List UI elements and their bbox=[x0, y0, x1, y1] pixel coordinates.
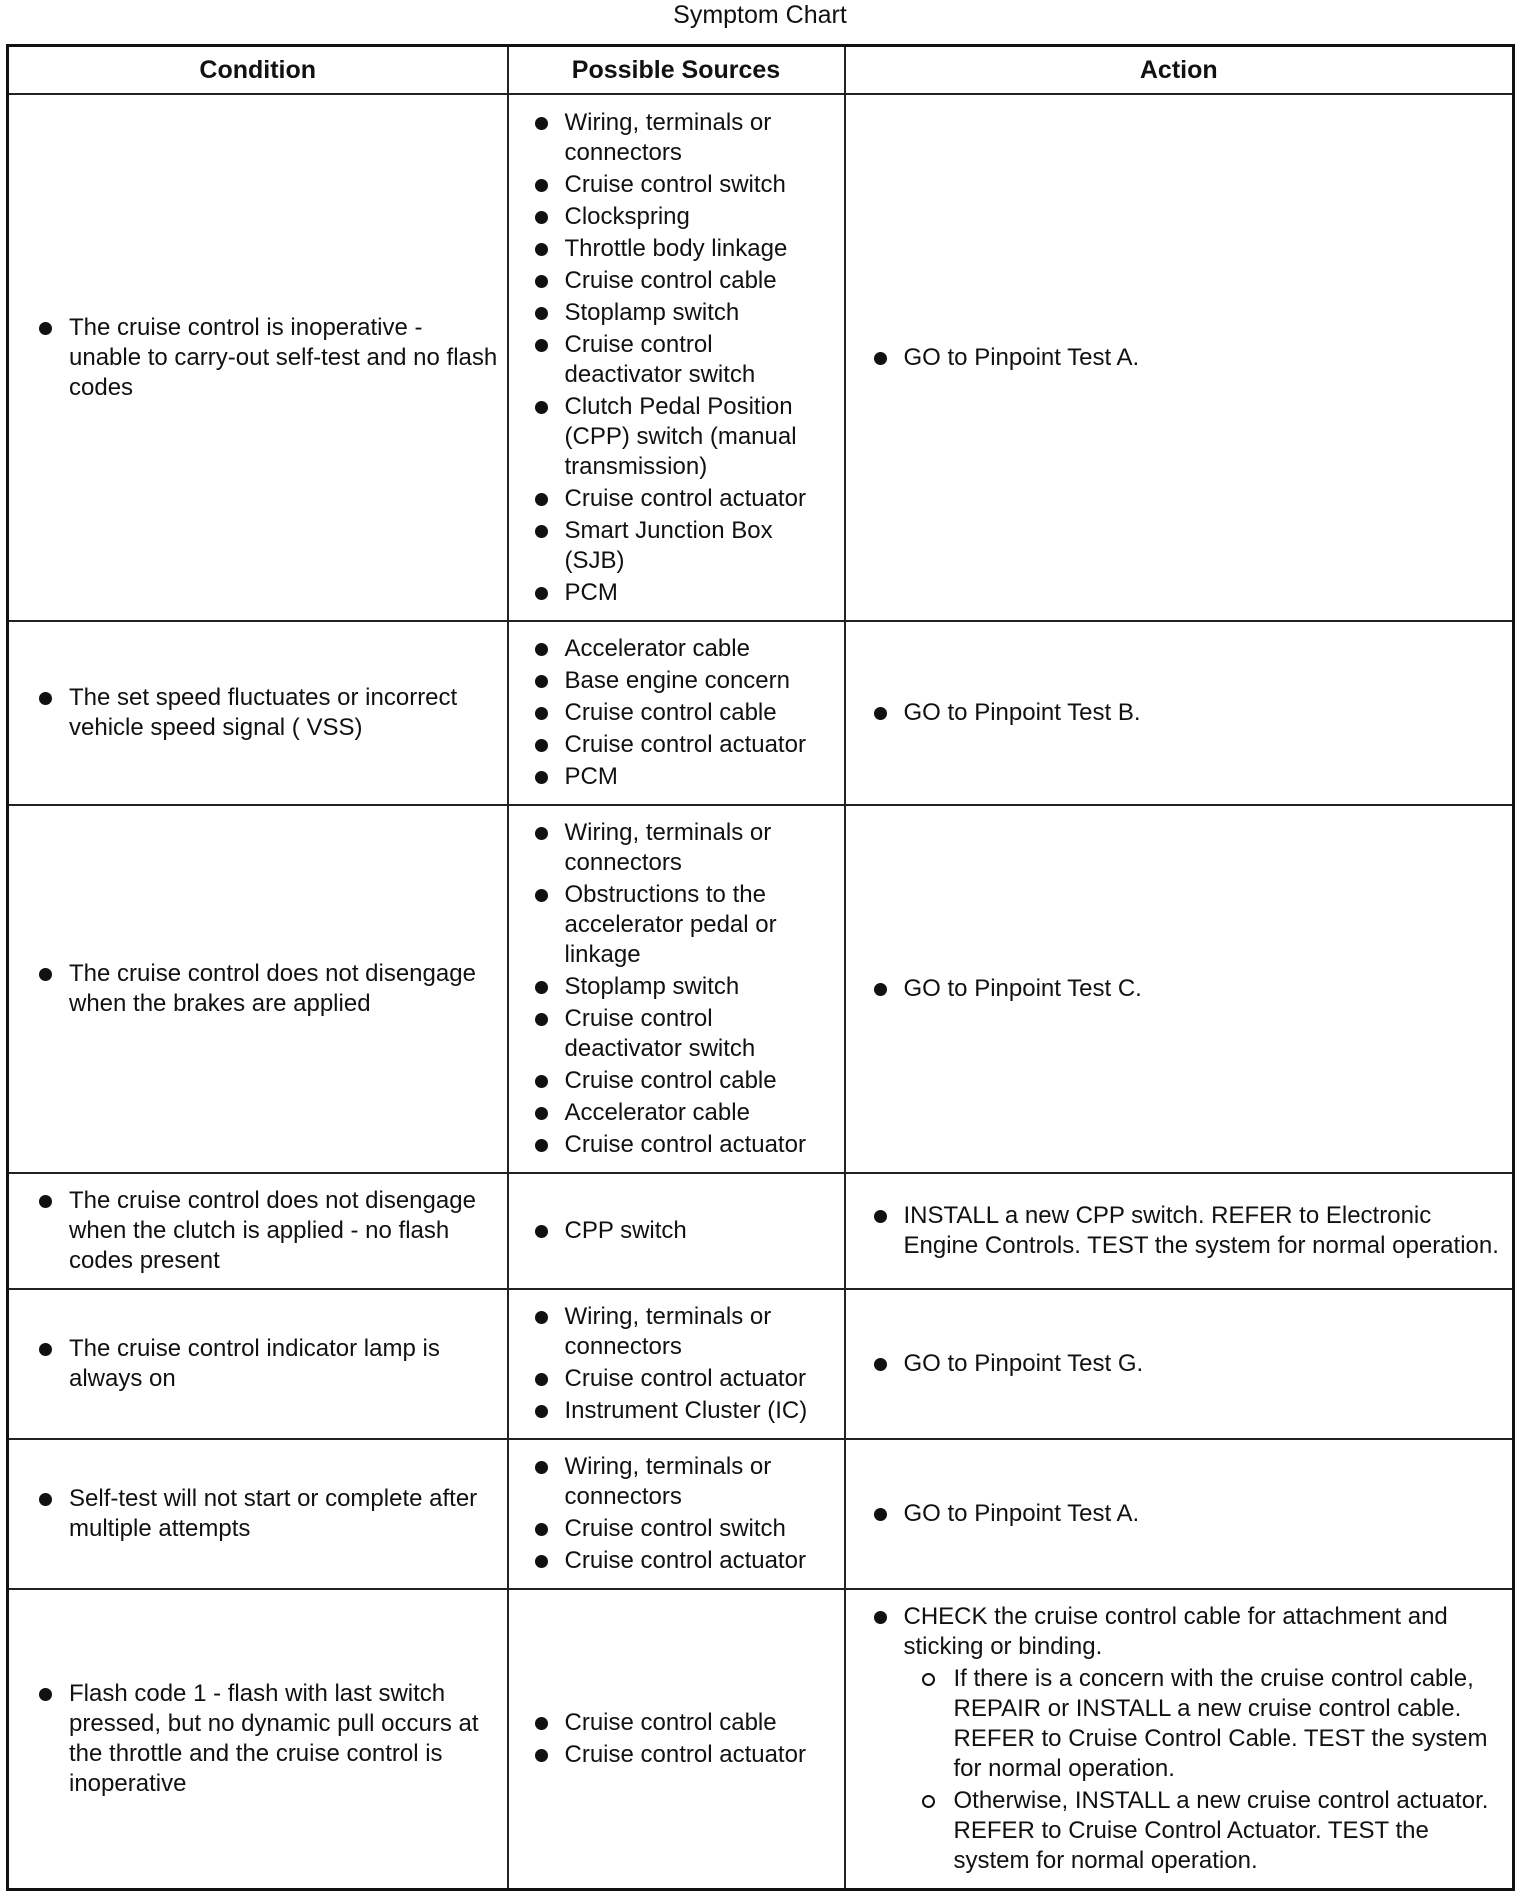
action-text: INSTALL a new CPP switch. REFER to Electronic Engine Controls. TEST the system for normal operation. bbox=[870, 1201, 1503, 1261]
list-item: CPP switch bbox=[531, 1216, 836, 1246]
sources-list bbox=[531, 1216, 836, 1246]
table-row bbox=[8, 1439, 1514, 1589]
list-item: Cruise control switch bbox=[531, 1514, 836, 1544]
sources-list bbox=[531, 108, 836, 608]
list-item: Cruise control deactivator switch bbox=[531, 330, 836, 390]
list-item: Cruise control cable bbox=[531, 1066, 836, 1096]
list-item: Clutch Pedal Position (CPP) switch (manual transmission) bbox=[531, 392, 836, 482]
list-item: Wiring, terminals or connectors bbox=[531, 1302, 836, 1362]
table-row bbox=[8, 1289, 1514, 1439]
table-row bbox=[8, 805, 1514, 1173]
condition-text: Flash code 1 - flash with last switch pressed, but no dynamic pull occurs at the throttle and the cruise control is inoperative bbox=[35, 1679, 499, 1799]
header-possible-sources: Possible Sources bbox=[508, 46, 845, 95]
list-item: Smart Junction Box (SJB) bbox=[531, 516, 836, 576]
list-item: Accelerator cable bbox=[531, 634, 836, 664]
action-sublist bbox=[904, 1664, 1503, 1876]
header-condition: Condition bbox=[8, 46, 508, 95]
condition-text: The cruise control is inoperative - unable to carry-out self-test and no flash codes bbox=[35, 313, 499, 403]
sources-list bbox=[531, 818, 836, 1160]
sources-list bbox=[531, 1708, 836, 1770]
action-text: CHECK the cruise control cable for attachment and sticking or binding. bbox=[903, 1603, 1448, 1660]
sources-list bbox=[531, 634, 836, 792]
chart-title: Symptom Chart bbox=[673, 1, 847, 29]
list-item: Wiring, terminals or connectors bbox=[531, 108, 836, 168]
list-item: Cruise control cable bbox=[531, 266, 836, 296]
sources-list bbox=[531, 1452, 836, 1576]
list-item: Cruise control actuator bbox=[531, 484, 836, 514]
condition-text: The set speed fluctuates or incorrect vehicle speed signal ( VSS) bbox=[35, 683, 499, 743]
list-item: Cruise control actuator bbox=[531, 730, 836, 760]
header-action: Action bbox=[845, 46, 1514, 95]
list-item: Stoplamp switch bbox=[531, 972, 836, 1002]
action-text: GO to Pinpoint Test G. bbox=[870, 1349, 1503, 1379]
table-row bbox=[8, 94, 1514, 621]
list-item: Obstructions to the accelerator pedal or linkage bbox=[531, 880, 836, 970]
list-item: Cruise control cable bbox=[531, 1708, 836, 1738]
list-item: Cruise control actuator bbox=[531, 1546, 836, 1576]
action-text: GO to Pinpoint Test C. bbox=[870, 974, 1503, 1004]
list-item: Accelerator cable bbox=[531, 1098, 836, 1128]
list-item: Wiring, terminals or connectors bbox=[531, 1452, 836, 1512]
table-row bbox=[8, 621, 1514, 805]
list-item: Cruise control cable bbox=[531, 698, 836, 728]
sub-list-item: If there is a concern with the cruise control cable, REPAIR or INSTALL a new cruise control cable. REFER to Cruise Control Cable. TEST the system for normal operation. bbox=[904, 1664, 1503, 1784]
table-row bbox=[8, 1589, 1514, 1890]
list-item: Clockspring bbox=[531, 202, 836, 232]
list-item: Base engine concern bbox=[531, 666, 836, 696]
condition-text: The cruise control does not disengage when the clutch is applied - no flash codes present bbox=[35, 1186, 499, 1276]
sub-list-item: Otherwise, INSTALL a new cruise control actuator. REFER to Cruise Control Actuator. TEST the system for normal operation. bbox=[904, 1786, 1503, 1876]
list-item: Cruise control actuator bbox=[531, 1130, 836, 1160]
list-item: Cruise control actuator bbox=[531, 1364, 836, 1394]
list-item: Cruise control switch bbox=[531, 170, 836, 200]
condition-text: The cruise control indicator lamp is always on bbox=[35, 1334, 499, 1394]
list-item: Wiring, terminals or connectors bbox=[531, 818, 836, 878]
action-text: GO to Pinpoint Test B. bbox=[870, 698, 1503, 728]
table-row bbox=[8, 1173, 1514, 1289]
header-row bbox=[8, 46, 1514, 95]
list-item: Cruise control deactivator switch bbox=[531, 1004, 836, 1064]
list-item: PCM bbox=[531, 762, 836, 792]
action-text: GO to Pinpoint Test A. bbox=[870, 1499, 1503, 1529]
list-item: PCM bbox=[531, 578, 836, 608]
action-item bbox=[870, 1602, 1503, 1876]
symptom-chart-table bbox=[6, 44, 1515, 1891]
list-item: Cruise control actuator bbox=[531, 1740, 836, 1770]
sources-list bbox=[531, 1302, 836, 1426]
condition-text: The cruise control does not disengage when the brakes are applied bbox=[35, 959, 499, 1019]
condition-text: Self-test will not start or complete after multiple attempts bbox=[35, 1484, 499, 1544]
list-item: Stoplamp switch bbox=[531, 298, 836, 328]
list-item: Instrument Cluster (IC) bbox=[531, 1396, 836, 1426]
action-text: GO to Pinpoint Test A. bbox=[870, 343, 1503, 373]
list-item: Throttle body linkage bbox=[531, 234, 836, 264]
